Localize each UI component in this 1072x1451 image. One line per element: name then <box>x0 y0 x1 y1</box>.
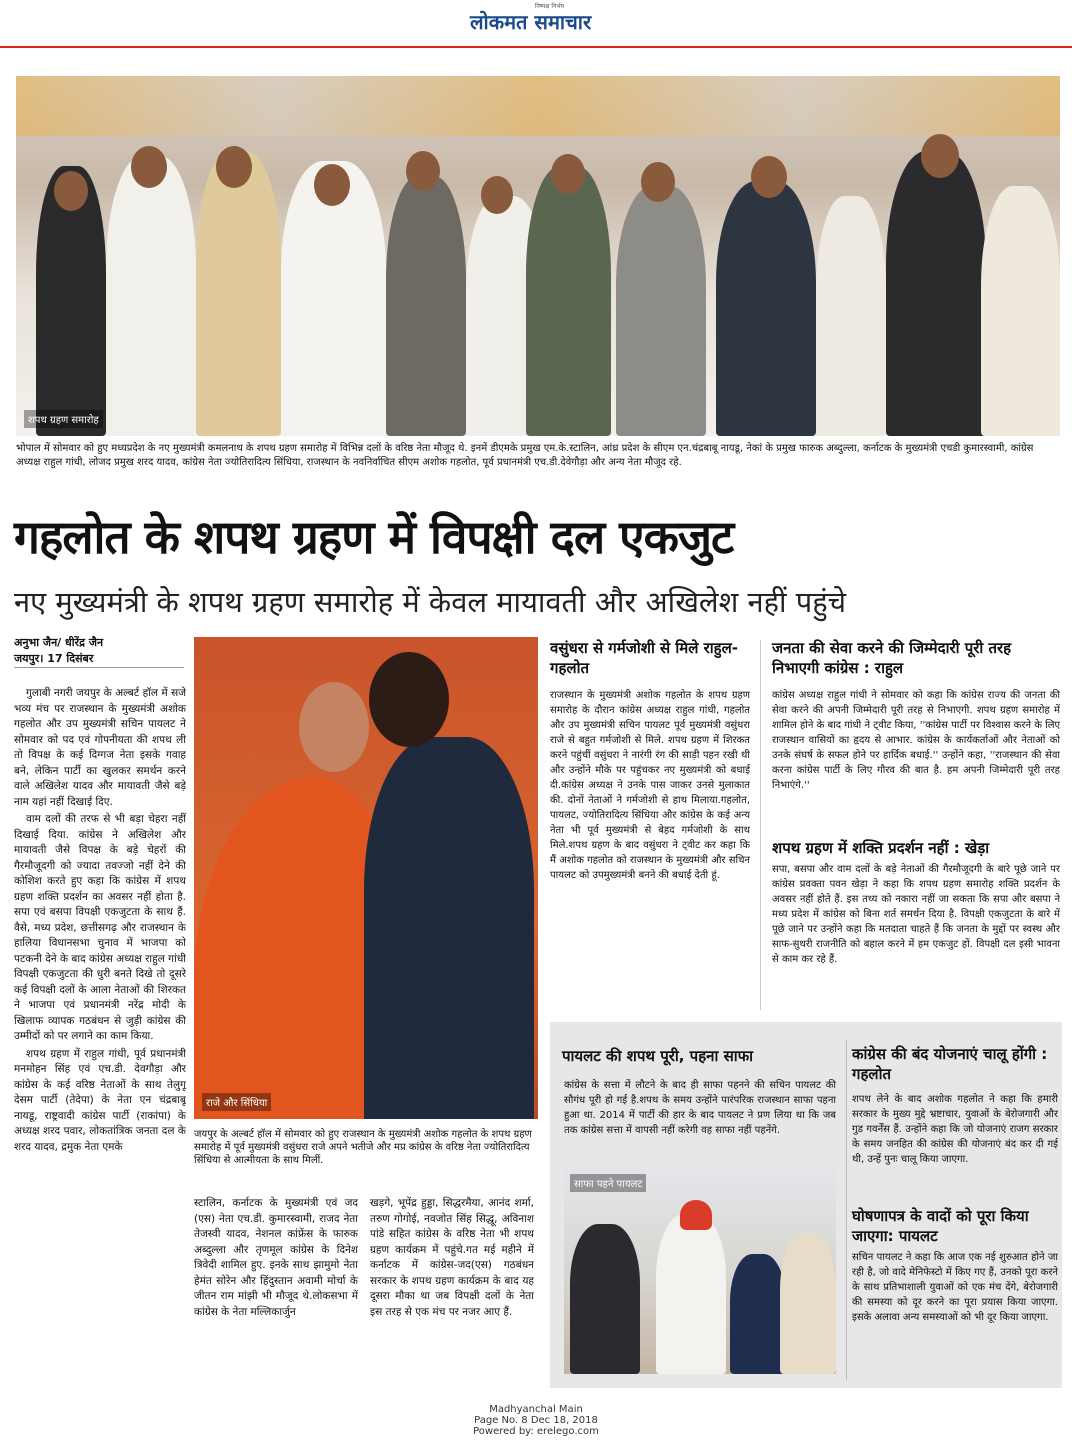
mid-photo-caption: जयपुर के अल्बर्ट हॉल में सोमवार को हुए राजस्थान के मुख्यमंत्री अशोक गहलोत के शपथ ग्रहण समारोह में पूर्व मुख्यमंत्री वसुंधरा राजे अपने भतीजे और मप्र कांग्रेस के वरिष्ठ नेता ज्योतिरादित्य सिंधिया से आत्मीयता के साथ मिलीं. <box>194 1129 532 1166</box>
yojna-section-head: कांग्रेस की बंद योजनाएं चालू होंगी : गहलोत <box>852 1045 1048 1083</box>
newspaper-logo: लोकमत समाचार <box>470 10 592 34</box>
top-group-photo <box>16 76 1060 436</box>
pilot-ceremony-photo <box>564 1168 836 1374</box>
yojna-section-text: शपथ लेने के बाद अशोक गहलोत ने कहा कि हमारी सरकार के मुख्य मुद्दे भ्रष्टाचार, युवाओं के बेरोजगारी और गुड गवर्नेंस हैं. उन्होंने कहा कि जो योजनाएं राजग सरकार के समय जनहित की कांग्रेस की योजनाएं बंद कर दी गई थी, उन्हें पुनः चालू किया जाएगा. <box>852 1094 1058 1165</box>
ceremony-photo-icon: साफा पहने पायलट <box>570 1174 646 1192</box>
article-column-1 <box>14 686 186 1386</box>
janta-section-text: कांग्रेस अध्यक्ष राहुल गांधी ने सोमवार को कहा कि कांग्रेस राज्य की जनता की सेवा करने की अपनी जिम्मेदारी पूरी तरह से निभाएगी. शपथ ग्रहण समारोह में शामिल होने के बाद गांधी ने ट्वीट किया, ''कांग्रेस पार्टी पर विश्वास करने के लिए राजस्थान वासियों का हृदय से आभार. कांग्रेस के कार्यकर्ताओं और नेताओं को उनके संघर्ष के सफल होने पर हार्दिक बधाई.'' उन्होंने कहा, ''राजस्थान की सेवा करना कांग्रेस पार्टी के लिए गौरव की बात है. हम अपनी जिम्मेदारी पूरी तरह निभाएंगे.'' <box>772 690 1060 791</box>
footer-edition: Madhyanchal Main <box>489 1404 583 1415</box>
pilot-section-head: पायलट की शपथ पूरी, पहना साफा <box>562 1047 754 1065</box>
byline <box>14 635 184 668</box>
pilot-section-text: कांग्रेस के सत्ता में लौटने के बाद ही साफा पहनने की सचिन पायलट की सौगंध पूरी हो गई है.शपथ के समय उन्होंने पारंपरिक राजस्थान साफा पहना हुआ था. 2014 में पार्टी की हार के बाद पायलट ने प्रण लिया था कि जब तक कांग्रेस सत्ता में वापसी नहीं करेगी वह साफा नहीं पहनेंगे. <box>564 1080 836 1136</box>
vasundhara-scindia-photo <box>194 637 538 1119</box>
footer-page: Page No. 8 Dec 18, 2018 <box>474 1415 598 1426</box>
top-photo-caption: भोपाल में सोमवार को हुए मध्यप्रदेश के नए मुख्यमंत्री कमलनाथ के शपथ ग्रहण समारोह में विभिन्न दलों के वरिष्ठ नेता मौजूद थे. इनमें डीएमके प्रमुख एम.के.स्टालिन, आंध्र प्रदेश के सीएम एन.चंद्रबाबू नायडू, नेकां के प्रमुख फारुक अब्दुल्ला, कर्नाटक के मुख्यमंत्री एचडी कुमारस्वामी, कांग्रेस अध्यक्ष राहुल गांधी, लोजद प्रमुख शरद यादव, कांग्रेस नेता ज्योतिरादित्य सिंधिया, राजस्थान के नवनिर्वाचित सीएम अशोक गहलोत, पूर्व प्रधानमंत्री एच.डी.देवेगौड़ा और अन्य नेता मौजूद रहे. <box>16 443 1034 468</box>
group-photo-icon: शपथ ग्रहण समारोह <box>24 410 103 428</box>
janta-section-head: जनता की सेवा करने की जिम्मेदारी पूरी तरह निभाएगी कांग्रेस : राहुल <box>772 639 1012 677</box>
paragraph: वाम दलों की तरफ से भी बड़ा चेहरा नहीं दिखाई दिया. कांग्रेस ने अखिलेश और मायावती जैसे विपक्ष के बड़े चेहरों की गैरमौजूदगी को ज्यादा तवज्जो नहीं देने की कोशिश करते हुए कहा कि कांग्रेस में शपथ ग्रहण शक्ति प्रदर्शन का अवसर नहीं होता है. सपा एवं बसपा विपक्षी एकजुटता के साथ हैं. वैसे, मध्य प्रदेश, छत्तीसगढ़ और राजस्थान के हालिया विधानसभा चुनाव में भाजपा को पटकनी देने के बाद कांग्रेस अध्यक्ष राहुल गांधी विपक्षी एकजुटता की धुरी बनते दिखे तो दूसरे कई विपक्षी दलों के आला नेताओं की शिरकत ने भाजपा एवं प्रधानमंत्री नरेंद्र मोदी के खिलाफ व्यापक गठबंधन से जुड़ी कांग्रेस की उम्मीदों को पर लगाने का काम किया. <box>14 813 186 1042</box>
article-column-2: स्टालिन, कर्नाटक के मुख्यमंत्री एवं जद (एस) नेता एच.डी. कुमारस्वामी, राजद नेता तेजस्वी यादव, नेशनल कांफ्रेंस के फारुक अब्दुल्ला और तृणमूल कांग्रेस के दिनेश त्रिवेदी शामिल हुए. इनके साथ झामुमो नेता हेमंत सोरेन और हिंदुस्तान अवामी मोर्चा के जीतन राम मांझी भी मौजूद थे.लोकसभा में कांग्रेस के नेता मल्लिकार्जुन <box>194 1197 358 1318</box>
shakti-section-head: शपथ ग्रहण में शक्ति प्रदर्शन नहीं : खेड़ा <box>772 839 990 857</box>
shakti-section-text: सपा, बसपा और वाम दलों के बड़े नेताओं की गैरमौजूदगी के बारे पूछे जाने पर कांग्रेस प्रवक्ता पवन खेड़ा ने कहा कि शपथ ग्रहण समारोह शक्ति प्रदर्शन के अवसर नहीं होते हैं. इस तथ्य को नकारा नहीं जा सकता कि सपा और बसपा ने मध्य प्रदेश में कांग्रेस को बिना शर्त समर्थन दिया है. विपक्षी एकजुटता के बारे में पूछे जाने पर उन्होंने कहा कि मतदाता चाहते हैं कि जनता के मुद्दों पर स्वस्थ और साफ-सुथरी राजनीति को बहाल करने में हम एकजुट हों. विपक्षी दल इसी भावना से काम कर रहे हैं. <box>772 864 1060 965</box>
article-column-3: खड़गे, भूपेंद्र हुड्डा, सिद्धरमैया, आनंद शर्मा, तरुण गोगोई, नवजोत सिंह सिद्धू, अविनाश पांडे सहित कांग्रेस के वरिष्ठ नेता भी शपथ ग्रहण कार्यक्रम में पहुंचे.गत मई महीने में कर्नाटक में कांग्रेस-जद(एस) गठबंधन सरकार के शपथ ग्रहण कार्यक्रम के बाद यह दूसरा मौका था जब विपक्षी दलों के नेता इस तरह से एक मंच पर नजर आए हैं. <box>370 1197 534 1318</box>
masthead <box>0 0 1072 48</box>
ghoshna-section-head: घोषणापत्र के वादों को पूरा किया जाएगा: पायलट <box>852 1207 1029 1245</box>
paragraph: गुलाबी नगरी जयपुर के अल्बर्ट हॉल में सजे भव्य मंच पर राजस्थान के मुख्यमंत्री अशोक गहलोत और उप मुख्यमंत्री सचिन पायलट ने सोमवार को पद एवं गोपनीयता की शपथ ली तो विपक्ष के कई दिग्गज नेता इसके गवाह बने, लेकिन पार्टी का खुलकर समर्थन करने वाले अखिलेश यादव और मायावती जैसे बड़े नाम यहां नहीं दिखाई दिए. <box>14 687 186 808</box>
masthead-tagline: निष्पक्ष निर्भय <box>535 3 565 10</box>
paragraph: शपथ ग्रहण में राहुल गांधी, पूर्व प्रधानमंत्री मनमोहन सिंह एवं एच.डी. देवगौड़ा और कांग्रेस के कई वरिष्ठ नेताओं के साथ तेलुगू देसम पार्टी (तेदेपा) के नेता एन चंद्रबाबू नायडू, राष्ट्रवादी कांग्रेस पार्टी (राकांपा) के अध्यक्ष शरद पवार, लोकतांत्रिक जनता दल के शरद यादव, द्रमुक नेता एमके <box>14 1047 186 1153</box>
page-footer <box>0 1404 1072 1437</box>
byline-dateline: जयपुर। 17 दिसंबर <box>14 652 94 665</box>
ghoshna-section-text: सचिन पायलट ने कहा कि आज एक नई शुरुआत होने जा रही है, जो वादे मेनिफेस्टो में किए गए हैं, उनको पूरा करने के साथ प्रतिभाशाली युवाओं को एक मंच देंगे, बेरोजगारी की समस्या को दूर करने का पूरा प्रयास किया जाएगा. इसके अलावा अन्य समस्याओं को भी दूर किया जाएगा. <box>852 1252 1058 1323</box>
embrace-photo-icon: राजे और सिंधिया <box>202 1093 271 1111</box>
footer-powered-link[interactable]: Powered by: erelego.com <box>473 1426 599 1437</box>
vasundhara-section-text: राजस्थान के मुख्यमंत्री अशोक गहलोत के शपथ ग्रहण समारोह के दौरान कांग्रेस अध्यक्ष राहुल गांधी, गहलोत और उप मुख्यमंत्री सचिन पायलट पूर्व मुख्यमंत्री वसुंधरा राजे से बहुत गर्मजोशी से मिले. शपथ ग्रहण में शिरकत करने पहुंचीं वसुंधरा ने नारंगी रंग की साड़ी पहन रखी थी और उन्होंने मौके पर पहुंचकर नए मुख्यमंत्री को बधाई दी.कांग्रेस अध्यक्ष ने उनके पास जाकर उनसे मुलाकात की. दोनों नेताओं ने गर्मजोशी से हाथ मिलाया.गहलोत, पायलट, ज्योतिरादित्य सिंधिया और कांग्रेस के कई अन्य नेता भी पूर्व मुख्यमंत्री से बेहद गर्मजोशी के साथ मिले.शपथ ग्रहण के बाद वसुंधरा ने ट्वीट कर कहा कि मैं अशोक गहलोत को राजस्थान के मुख्यमंत्री और सचिन पायलट को उपमुख्यमंत्री बनने की बधाई देती हूं. <box>550 690 750 881</box>
vasundhara-section-head: वसुंधरा से गर्मजोशी से मिले राहुल-गहलोत <box>550 639 739 677</box>
main-headline: गहलोत के शपथ ग्रहण में विपक्षी दल एकजुट <box>14 510 734 564</box>
sub-headline: नए मुख्यमंत्री के शपथ ग्रहण समारोह में केवल मायावती और अखिलेश नहीं पहुंचे <box>14 585 847 619</box>
byline-authors: अनुभा जैन/ धीरेंद्र जैन <box>14 636 104 649</box>
